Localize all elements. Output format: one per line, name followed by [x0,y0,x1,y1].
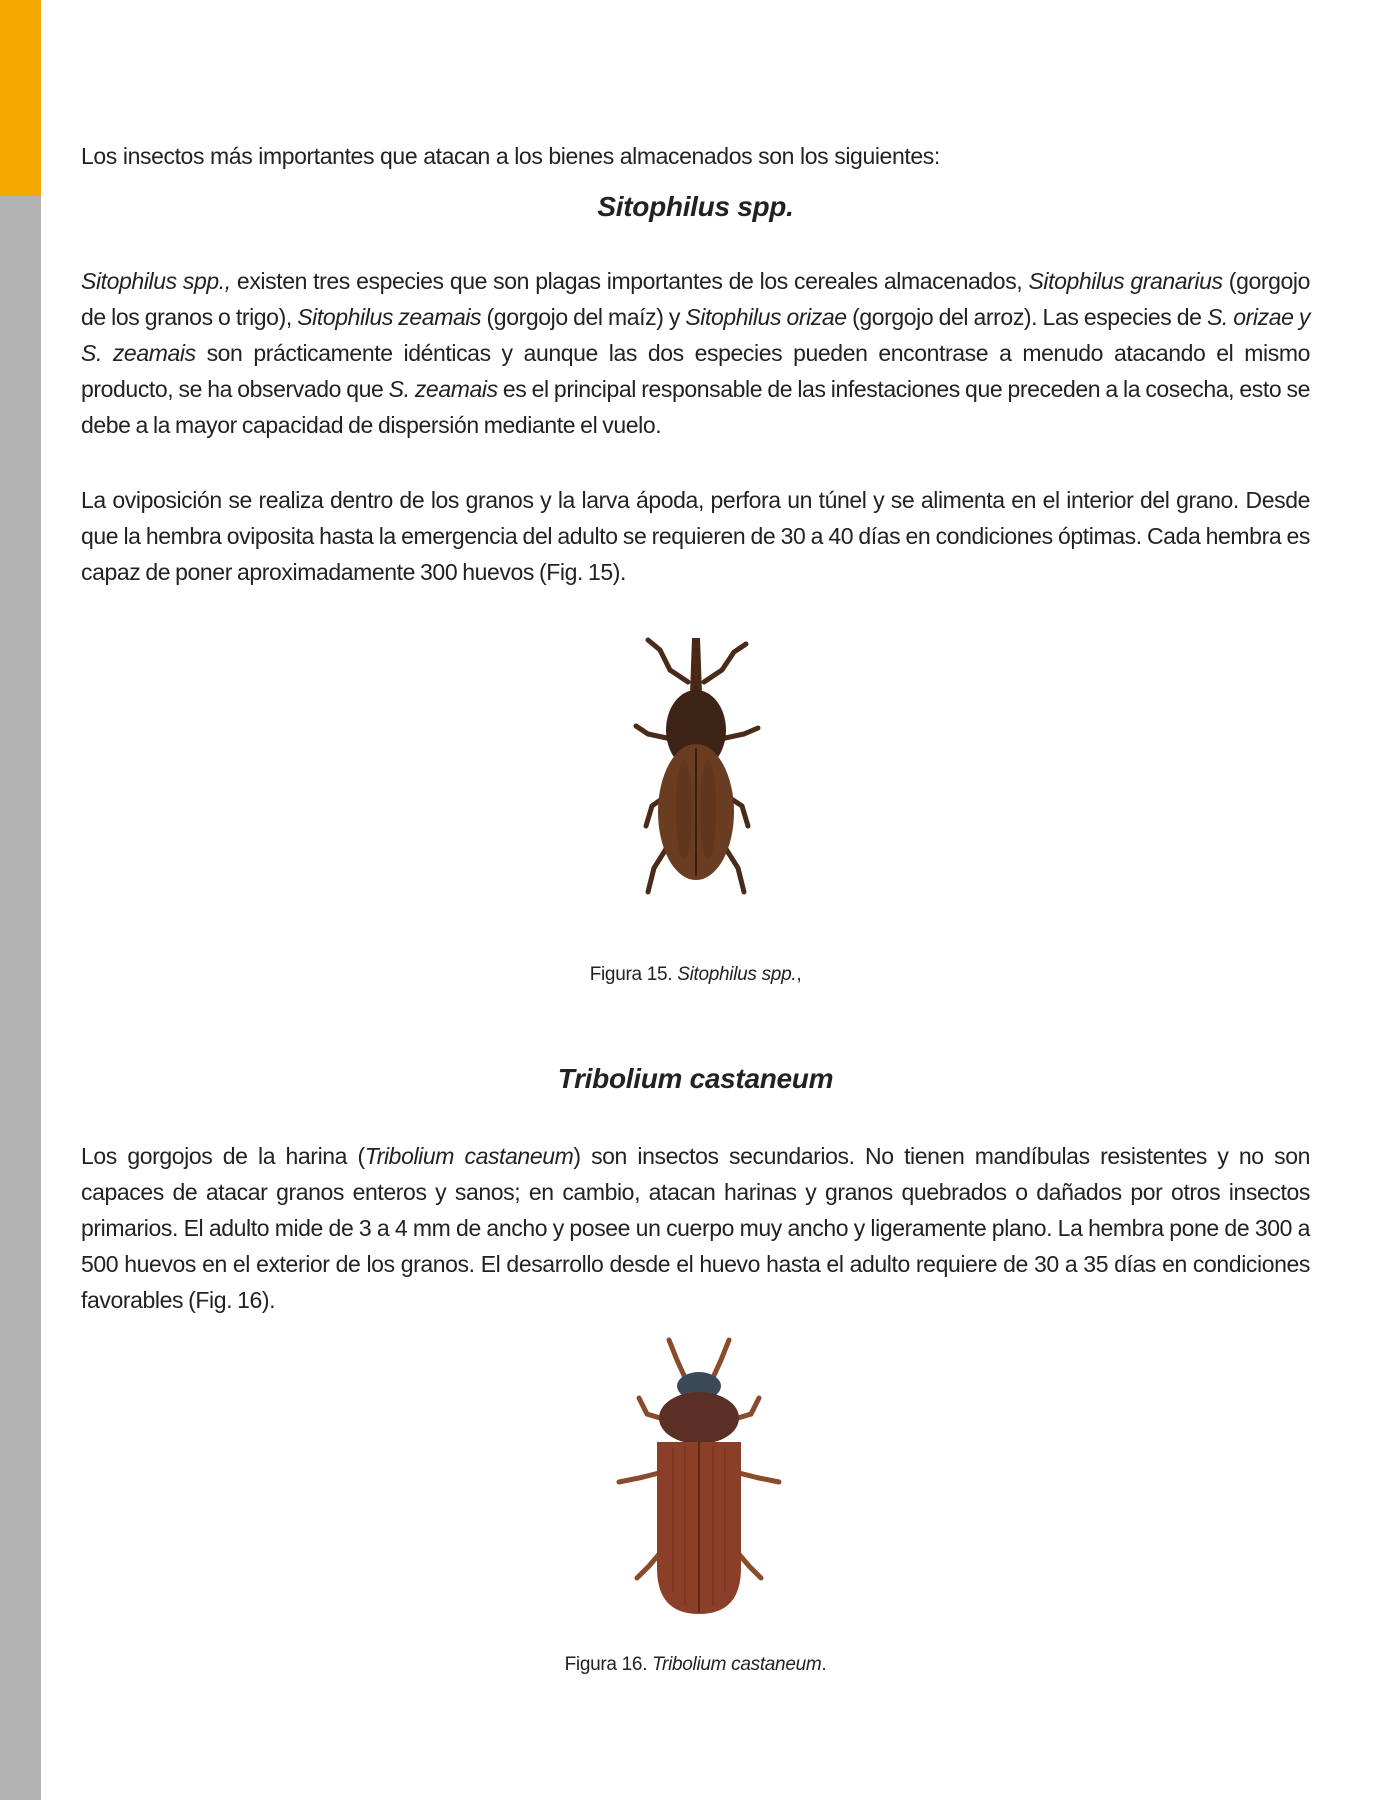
tribolium-beetle-image [599,1330,799,1620]
italic-term: Sitophilus spp., [81,268,231,294]
sitophilus-weevil-image [608,630,788,930]
sidebar-accent-stripe [0,0,41,196]
text-run: existen tres especies que son plagas importantes de los cereales almacenados, [230,268,1029,294]
text-run: es el principal responsable de las infestaciones que preceden a la cosecha, esto se debe a la mayor capacidad de dispersión mediante el vuelo. [81,376,1310,438]
caption-suffix: . [821,1654,827,1675]
text-run: son prácticamente idénticas y aunque las dos especies pueden encontrase a menudo atacando el mismo producto, se ha observado que [81,340,1311,402]
paragraph-oviposition: La oviposición se realiza dentro de los granos y la larva ápoda, perfora un túnel y se alimenta en el interior del grano. Desde que la hembra oviposita hasta la emergencia del adulto se requieren de 30 a 40 días en condiciones óptimas. Cada hembra es capaz de poner aproximadamente 300 huevos (Fig. 15). [81,487,1310,585]
caption-species: Sitophilus spp. [677,964,797,985]
caption-suffix: , [796,964,802,985]
italic-term: S. zeamais [388,376,498,402]
sidebar-grey-stripe [0,0,41,1800]
figure-16-caption [81,1654,1310,1676]
italic-term: Sitophilus zeamais [297,304,482,330]
text-run: (gorgojo del maíz) y [481,304,686,330]
caption-label: Figura 16. [564,1654,653,1675]
heading-tribolium: Tribolium castaneum [557,1063,834,1094]
heading-sitophilus: Sitophilus spp. [597,191,794,222]
caption-label: Figura 15. [589,964,678,985]
paragraph-tribolium [81,1138,1310,1318]
text-run: ) son insectos secundarios. No tienen mandíbulas resistentes y no son capaces de atacar granos enteros y sanos; en cambio, atacan harinas y granos quebrados o dañados por otros insectos primarios. El adulto mide de 3 a 4 mm de ancho y posee un cuerpo muy ancho y ligeramente plano. La hembra pone de 300 a 500 huevos en el exterior de los granos. El desarrollo desde el huevo hasta el adulto requiere de 30 a 35 días en condiciones favorables (Fig. 16). [81,1143,1310,1313]
text-run: (gorgojo de los granos o trigo), [81,268,1310,330]
italic-term: S. orizae y S. zeamais [81,304,1310,366]
caption-species: Tribolium castaneum [652,1654,822,1675]
text-run: (gorgojo del arroz). Las especies de [846,304,1207,330]
intro-text: Los insectos más importantes que atacan a los bienes almacenados son los siguientes: [81,143,940,169]
text-run: Los gorgojos de la harina ( [81,1143,365,1169]
paragraph-sitophilus-species [81,263,1310,443]
figure-15-caption [81,964,1310,986]
italic-term: Sitophilus orizae [685,304,847,330]
italic-term: Sitophilus granarius [1028,268,1223,294]
italic-term: Tribolium castaneum [364,1143,574,1169]
